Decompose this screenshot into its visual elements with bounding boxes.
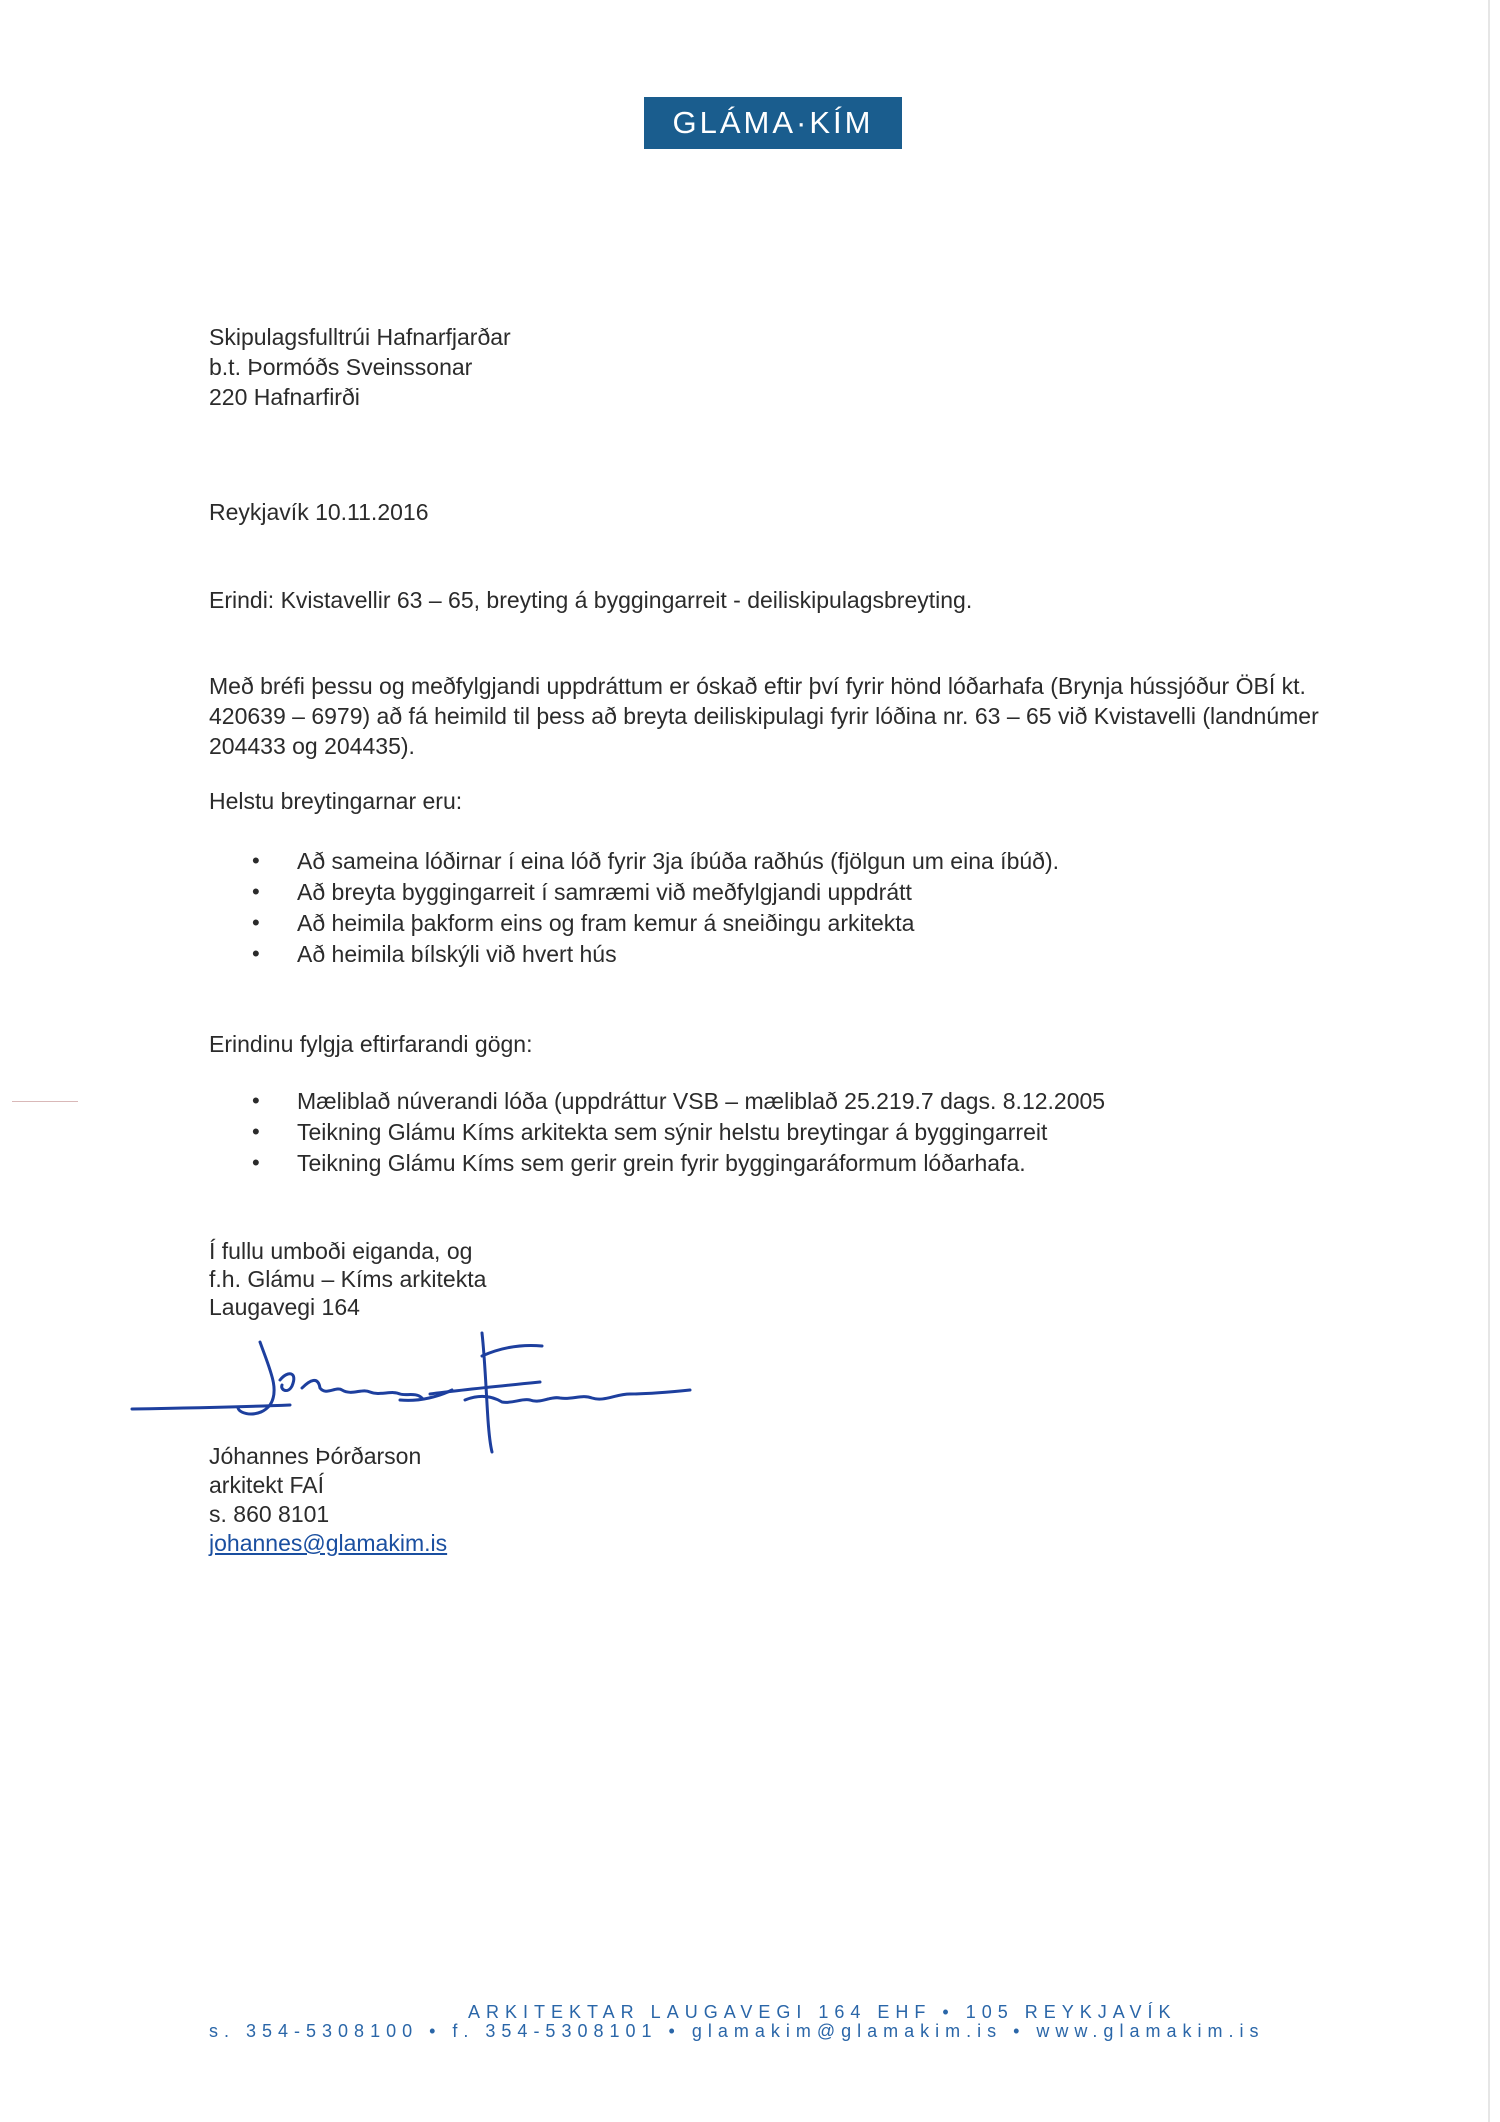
intro-line-2: 420639 – 6979) að fá heimild til þess að breyta deiliskipulagi fyrir lóðina nr. 63 – 65 við Kvistavelli (landnúmer [209, 703, 1319, 729]
attachments-heading: Erindinu fylgja eftirfarandi gögn: [209, 1031, 533, 1057]
closing-line-3: Laugavegi 164 [209, 1294, 360, 1320]
letter-date: Reykjavík 10.11.2016 [209, 499, 429, 525]
recipient-line-2: b.t. Þormóðs Sveinssonar [209, 354, 473, 380]
logo-text: GLÁMA·KÍM [672, 105, 874, 140]
footer-company-line: ARKITEKTAR LAUGAVEGI 164 EHF • 105 REYKJAVÍK [468, 2002, 1177, 2022]
letter-subject: Erindi: Kvistavellir 63 – 65, breyting á byggingarreit - deiliskipulagsbreyting. [209, 587, 973, 613]
footer-contact-line: s. 354-5308100 • f. 354-5308101 • glamakim@glamakim.is • www.glamakim.is [209, 2021, 1265, 2041]
closing-line-2: f.h. Glámu – Kíms arkitekta [209, 1266, 487, 1292]
intro-line-1: Með bréfi þessu og meðfylgjandi uppdráttum er óskað eftir því fyrir hönd lóðarhafa (Brynja hússjóður ÖBÍ kt. [209, 673, 1306, 699]
page-edge [1488, 0, 1490, 2122]
bullet: • [252, 910, 260, 935]
company-logo [644, 97, 902, 149]
recipient-line-1: Skipulagsfulltrúi Hafnarfjarðar [209, 324, 511, 350]
bullet: • [252, 848, 260, 873]
bullet: • [252, 1119, 260, 1144]
margin-mark [12, 1101, 78, 1102]
changes-heading: Helstu breytingarnar eru: [209, 788, 463, 814]
intro-line-3: 204433 og 204435). [209, 733, 415, 759]
bullet: • [252, 1150, 260, 1175]
closing-line-1: Í fullu umboði eiganda, og [209, 1238, 473, 1264]
signer-email-link[interactable]: johannes@glamakim.is [209, 1530, 448, 1556]
signer-title: arkitekt FAÍ [209, 1472, 325, 1498]
bullet: • [252, 1088, 260, 1113]
signer-phone: s. 860 8101 [209, 1501, 330, 1527]
bullet: • [252, 941, 260, 966]
signer-name: Jóhannes Þórðarson [209, 1443, 422, 1469]
recipient-line-3: 220 Hafnarfirði [209, 384, 360, 410]
bullet: • [252, 879, 260, 904]
